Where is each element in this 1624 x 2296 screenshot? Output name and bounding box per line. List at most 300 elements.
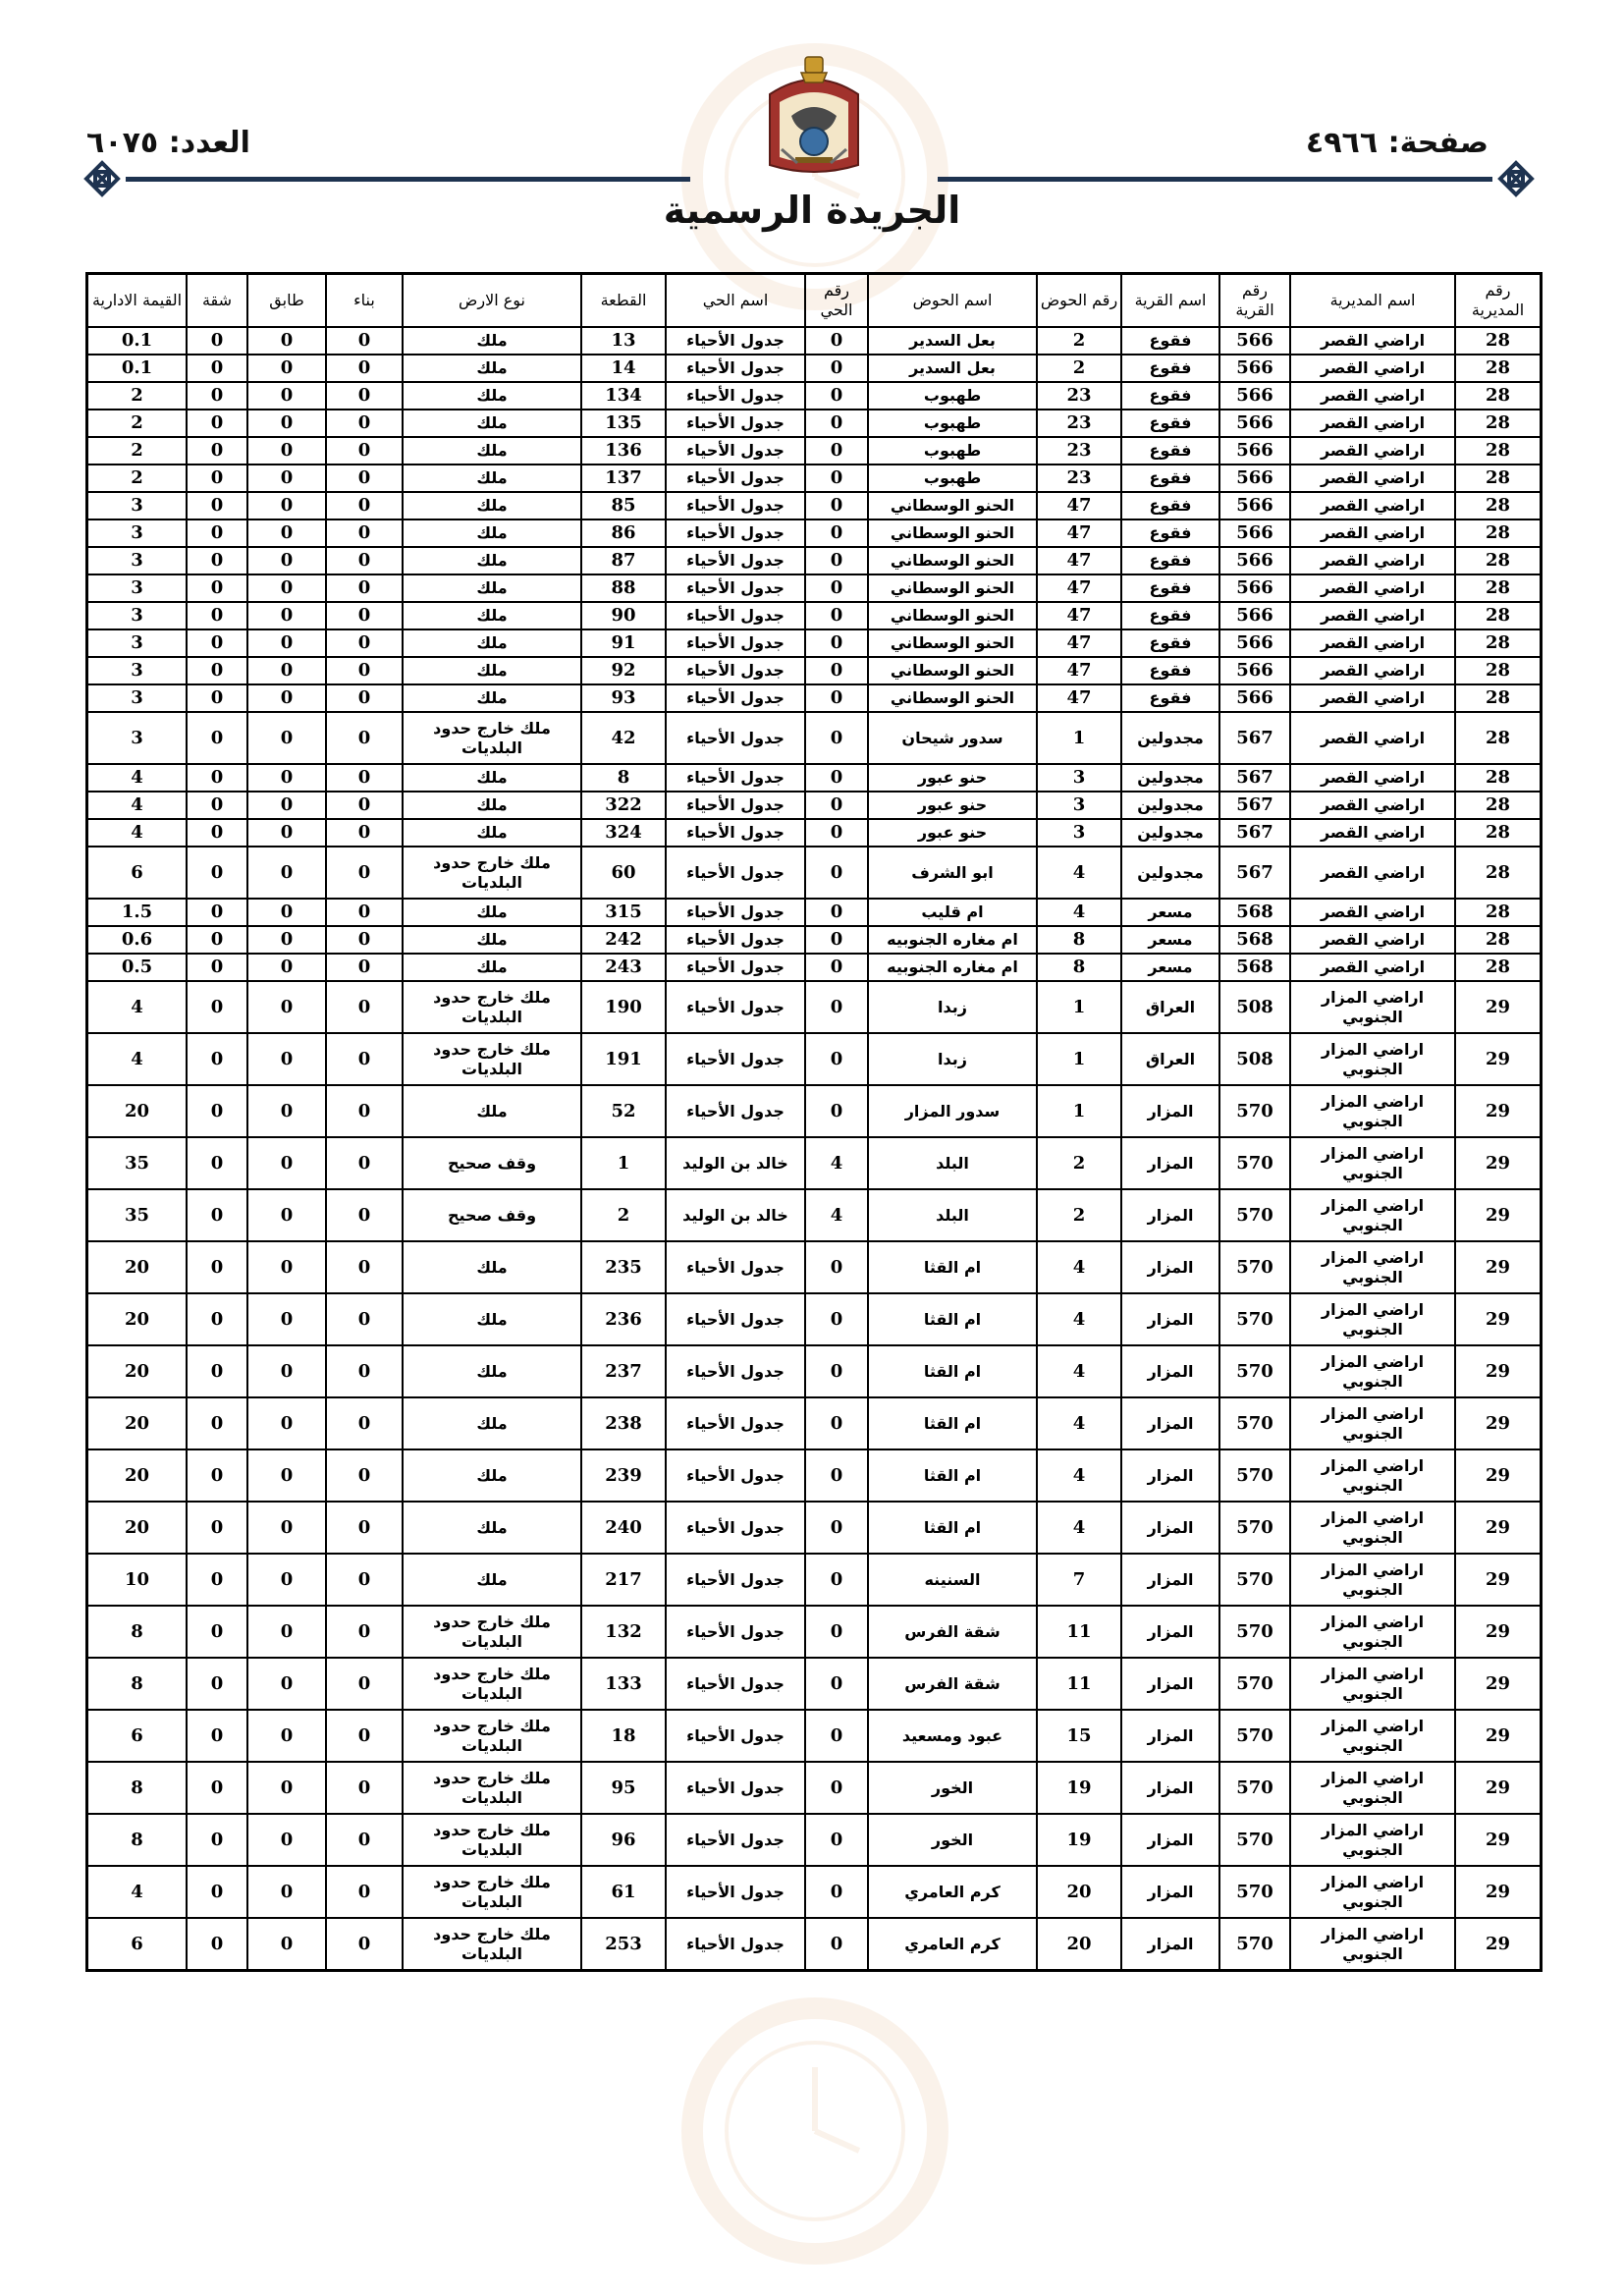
cell-district-name: جدول الأحياء: [666, 1397, 805, 1449]
cell-floor: 0: [247, 327, 326, 355]
cell-plot-number: 135: [581, 410, 666, 437]
cell-apartment: 0: [187, 684, 247, 712]
cell-district-name: جدول الأحياء: [666, 847, 805, 899]
cell-administrative-value: 3: [87, 602, 187, 629]
cell-directorate-number: 28: [1455, 547, 1541, 574]
cell-district-number: 0: [805, 519, 868, 547]
land-values-table: [85, 272, 1543, 1972]
cell-village-number: 567: [1219, 819, 1290, 847]
cell-village-name: المزار: [1121, 1241, 1219, 1293]
table-row: [87, 1085, 1541, 1137]
cell-district-name: جدول الأحياء: [666, 437, 805, 465]
table-row: [87, 684, 1541, 712]
cell-basin-number: 4: [1037, 1241, 1121, 1293]
cell-district-name: جدول الأحياء: [666, 1814, 805, 1866]
cell-district-number: 0: [805, 764, 868, 792]
table-row: [87, 465, 1541, 492]
cell-village-name: المزار: [1121, 1502, 1219, 1554]
cell-floor: 0: [247, 1293, 326, 1345]
cell-administrative-value: 20: [87, 1397, 187, 1449]
cell-apartment: 0: [187, 1085, 247, 1137]
table-row: [87, 954, 1541, 981]
cell-directorate-number: 29: [1455, 1397, 1541, 1449]
cell-administrative-value: 3: [87, 629, 187, 657]
cell-directorate-name: اراضي المزار الجنوبي: [1290, 1033, 1455, 1085]
cell-village-name: المزار: [1121, 1189, 1219, 1241]
cell-district-number: 0: [805, 657, 868, 684]
table-row: [87, 1137, 1541, 1189]
cell-district-number: 0: [805, 1918, 868, 1970]
cell-village-number: 566: [1219, 355, 1290, 382]
cell-basin-number: 20: [1037, 1918, 1121, 1970]
cell-apartment: 0: [187, 1033, 247, 1085]
watermark-clock-logo: [677, 1994, 952, 2269]
cell-directorate-name: اراضي القصر: [1290, 657, 1455, 684]
table-row: [87, 1814, 1541, 1866]
cell-land-type: ملك: [403, 684, 581, 712]
cell-apartment: 0: [187, 519, 247, 547]
cell-basin-number: 1: [1037, 712, 1121, 764]
cell-village-number: 566: [1219, 519, 1290, 547]
cell-village-number: 566: [1219, 437, 1290, 465]
cell-floor: 0: [247, 1033, 326, 1085]
cell-district-name: جدول الأحياء: [666, 519, 805, 547]
header-rule-left: [126, 177, 690, 182]
cell-apartment: 0: [187, 355, 247, 382]
cell-building: 0: [326, 1554, 403, 1606]
cell-building: 0: [326, 574, 403, 602]
cell-basin-number: 4: [1037, 847, 1121, 899]
cell-plot-number: 324: [581, 819, 666, 847]
cell-district-name: جدول الأحياء: [666, 1710, 805, 1762]
cell-basin-number: 47: [1037, 519, 1121, 547]
cell-basin-name: الخور: [868, 1814, 1037, 1866]
cell-basin-name: حنو عبور: [868, 792, 1037, 819]
cell-village-name: فقوع: [1121, 547, 1219, 574]
cell-directorate-number: 28: [1455, 327, 1541, 355]
cell-plot-number: 133: [581, 1658, 666, 1710]
cell-plot-number: 240: [581, 1502, 666, 1554]
cell-land-type: ملك خارج حدود البلديات: [403, 847, 581, 899]
table-row: [87, 492, 1541, 519]
cell-village-number: 566: [1219, 602, 1290, 629]
cell-floor: 0: [247, 981, 326, 1033]
cell-district-name: خالد بن الوليد: [666, 1189, 805, 1241]
cell-district-number: 0: [805, 1397, 868, 1449]
cell-building: 0: [326, 602, 403, 629]
cell-village-name: المزار: [1121, 1918, 1219, 1970]
cell-directorate-name: اراضي المزار الجنوبي: [1290, 1449, 1455, 1502]
table-row: [87, 899, 1541, 926]
cell-district-number: 0: [805, 792, 868, 819]
cell-plot-number: 1: [581, 1137, 666, 1189]
cell-apartment: 0: [187, 1502, 247, 1554]
cell-apartment: 0: [187, 1606, 247, 1658]
cell-administrative-value: 0.1: [87, 327, 187, 355]
table-row: [87, 1762, 1541, 1814]
cell-village-number: 566: [1219, 410, 1290, 437]
cell-basin-name: شقة الفرس: [868, 1658, 1037, 1710]
cell-district-number: 0: [805, 1710, 868, 1762]
table-header-row: [87, 274, 1541, 327]
cell-administrative-value: 4: [87, 819, 187, 847]
cell-basin-name: ام مغاره الجنوبيه: [868, 926, 1037, 954]
header-directorate-number: رقم المديرية: [1455, 274, 1541, 327]
cell-plot-number: 134: [581, 382, 666, 410]
cell-district-number: 0: [805, 1502, 868, 1554]
cell-village-number: 567: [1219, 847, 1290, 899]
cell-plot-number: 52: [581, 1085, 666, 1137]
cell-apartment: 0: [187, 547, 247, 574]
cell-district-name: جدول الأحياء: [666, 684, 805, 712]
cell-land-type: ملك: [403, 819, 581, 847]
cell-administrative-value: 4: [87, 981, 187, 1033]
cell-administrative-value: 8: [87, 1762, 187, 1814]
cell-village-name: المزار: [1121, 1710, 1219, 1762]
cell-village-name: فقوع: [1121, 410, 1219, 437]
cell-building: 0: [326, 1397, 403, 1449]
cell-basin-name: ام مغاره الجنوبيه: [868, 954, 1037, 981]
cell-land-type: ملك: [403, 1293, 581, 1345]
cell-village-number: 570: [1219, 1085, 1290, 1137]
cell-plot-number: 137: [581, 465, 666, 492]
cell-village-name: المزار: [1121, 1345, 1219, 1397]
cell-directorate-number: 29: [1455, 1502, 1541, 1554]
cell-district-name: جدول الأحياء: [666, 657, 805, 684]
cell-directorate-number: 28: [1455, 819, 1541, 847]
cell-basin-number: 2: [1037, 1189, 1121, 1241]
cell-basin-name: ام القثا: [868, 1502, 1037, 1554]
cell-administrative-value: 20: [87, 1502, 187, 1554]
cell-district-number: 0: [805, 1449, 868, 1502]
cell-apartment: 0: [187, 602, 247, 629]
cell-directorate-number: 28: [1455, 792, 1541, 819]
cell-land-type: ملك: [403, 629, 581, 657]
cell-building: 0: [326, 1918, 403, 1970]
cell-village-number: 570: [1219, 1293, 1290, 1345]
table-row: [87, 410, 1541, 437]
cell-village-name: المزار: [1121, 1085, 1219, 1137]
cell-basin-number: 47: [1037, 684, 1121, 712]
cell-village-number: 570: [1219, 1449, 1290, 1502]
cell-district-name: جدول الأحياء: [666, 492, 805, 519]
cell-district-name: جدول الأحياء: [666, 1866, 805, 1918]
cell-floor: 0: [247, 764, 326, 792]
cell-directorate-name: اراضي المزار الجنوبي: [1290, 1397, 1455, 1449]
cell-village-number: 568: [1219, 899, 1290, 926]
cell-district-name: جدول الأحياء: [666, 792, 805, 819]
cell-district-name: جدول الأحياء: [666, 327, 805, 355]
cell-basin-number: 1: [1037, 1085, 1121, 1137]
cell-basin-name: كرم العامري: [868, 1918, 1037, 1970]
cell-administrative-value: 0.6: [87, 926, 187, 954]
cell-apartment: 0: [187, 712, 247, 764]
cell-directorate-name: اراضي المزار الجنوبي: [1290, 1085, 1455, 1137]
cell-land-type: ملك: [403, 492, 581, 519]
header-floor: طابق: [247, 274, 326, 327]
cell-administrative-value: 4: [87, 764, 187, 792]
cell-basin-number: 47: [1037, 602, 1121, 629]
cell-district-number: 0: [805, 981, 868, 1033]
cell-village-name: المزار: [1121, 1449, 1219, 1502]
cell-village-name: فقوع: [1121, 629, 1219, 657]
cell-village-name: فقوع: [1121, 657, 1219, 684]
cell-administrative-value: 2: [87, 410, 187, 437]
cell-village-number: 567: [1219, 764, 1290, 792]
cell-floor: 0: [247, 1189, 326, 1241]
cell-administrative-value: 2: [87, 465, 187, 492]
cell-floor: 0: [247, 1397, 326, 1449]
cell-district-name: جدول الأحياء: [666, 1241, 805, 1293]
cell-basin-name: كرم العامري: [868, 1866, 1037, 1918]
cell-floor: 0: [247, 1241, 326, 1293]
cell-building: 0: [326, 1814, 403, 1866]
cell-land-type: ملك: [403, 1397, 581, 1449]
header-basin-name: اسم الحوض: [868, 274, 1037, 327]
cell-district-number: 4: [805, 1189, 868, 1241]
cell-basin-name: البلد: [868, 1189, 1037, 1241]
cell-land-type: ملك خارج حدود البلديات: [403, 1918, 581, 1970]
cell-plot-number: 235: [581, 1241, 666, 1293]
table-row: [87, 327, 1541, 355]
cell-district-name: جدول الأحياء: [666, 1658, 805, 1710]
cell-apartment: 0: [187, 1293, 247, 1345]
cell-building: 0: [326, 1137, 403, 1189]
cell-basin-name: الحنو الوسطاني: [868, 547, 1037, 574]
cell-directorate-name: اراضي المزار الجنوبي: [1290, 1606, 1455, 1658]
cell-directorate-name: اراضي المزار الجنوبي: [1290, 1710, 1455, 1762]
cell-floor: 0: [247, 1866, 326, 1918]
cell-plot-number: 88: [581, 574, 666, 602]
cell-district-name: جدول الأحياء: [666, 1345, 805, 1397]
cell-land-type: ملك: [403, 954, 581, 981]
cell-basin-number: 47: [1037, 492, 1121, 519]
cell-basin-name: ام القثا: [868, 1241, 1037, 1293]
cell-directorate-number: 28: [1455, 926, 1541, 954]
table-row: [87, 437, 1541, 465]
cell-directorate-name: اراضي القصر: [1290, 519, 1455, 547]
cell-district-number: 0: [805, 410, 868, 437]
cell-district-name: جدول الأحياء: [666, 547, 805, 574]
cell-building: 0: [326, 926, 403, 954]
cell-village-number: 570: [1219, 1554, 1290, 1606]
cell-directorate-number: 28: [1455, 629, 1541, 657]
cell-basin-name: طهبوب: [868, 437, 1037, 465]
cell-directorate-number: 28: [1455, 954, 1541, 981]
cell-district-number: 0: [805, 1606, 868, 1658]
table-row: [87, 1033, 1541, 1085]
cell-administrative-value: 10: [87, 1554, 187, 1606]
cell-land-type: ملك: [403, 410, 581, 437]
table-row: [87, 847, 1541, 899]
cell-apartment: 0: [187, 574, 247, 602]
cell-administrative-value: 6: [87, 1918, 187, 1970]
cell-plot-number: 93: [581, 684, 666, 712]
cell-floor: 0: [247, 574, 326, 602]
cell-floor: 0: [247, 547, 326, 574]
table-row: [87, 1658, 1541, 1710]
cell-building: 0: [326, 410, 403, 437]
cell-basin-number: 47: [1037, 657, 1121, 684]
cell-building: 0: [326, 327, 403, 355]
jordan-coat-of-arms-icon: [762, 55, 866, 181]
cell-building: 0: [326, 1241, 403, 1293]
cell-directorate-number: 28: [1455, 847, 1541, 899]
cell-land-type: ملك: [403, 1502, 581, 1554]
cell-plot-number: 18: [581, 1710, 666, 1762]
cell-plot-number: 14: [581, 355, 666, 382]
table-row: [87, 519, 1541, 547]
cell-directorate-name: اراضي المزار الجنوبي: [1290, 1554, 1455, 1606]
cell-land-type: ملك: [403, 327, 581, 355]
table-row: [87, 629, 1541, 657]
cell-village-name: العراق: [1121, 1033, 1219, 1085]
cell-building: 0: [326, 981, 403, 1033]
cell-floor: 0: [247, 437, 326, 465]
cell-plot-number: 253: [581, 1918, 666, 1970]
cell-land-type: ملك: [403, 1554, 581, 1606]
cell-basin-number: 23: [1037, 410, 1121, 437]
cell-district-number: 0: [805, 1814, 868, 1866]
cell-plot-number: 243: [581, 954, 666, 981]
table-row: [87, 382, 1541, 410]
cell-directorate-name: اراضي القصر: [1290, 574, 1455, 602]
cell-administrative-value: 3: [87, 547, 187, 574]
cell-directorate-number: 28: [1455, 764, 1541, 792]
cell-district-number: 0: [805, 847, 868, 899]
cell-administrative-value: 20: [87, 1345, 187, 1397]
cell-floor: 0: [247, 684, 326, 712]
cell-land-type: ملك: [403, 764, 581, 792]
cell-district-number: 0: [805, 355, 868, 382]
cell-apartment: 0: [187, 1137, 247, 1189]
cell-apartment: 0: [187, 1658, 247, 1710]
cell-land-type: ملك: [403, 547, 581, 574]
cell-directorate-name: اراضي القصر: [1290, 410, 1455, 437]
cell-directorate-number: 29: [1455, 1918, 1541, 1970]
cell-village-number: 568: [1219, 926, 1290, 954]
cell-land-type: ملك: [403, 1085, 581, 1137]
cell-floor: 0: [247, 382, 326, 410]
cell-basin-number: 2: [1037, 327, 1121, 355]
cell-land-type: ملك: [403, 602, 581, 629]
cell-village-number: 508: [1219, 1033, 1290, 1085]
cell-directorate-name: اراضي القصر: [1290, 712, 1455, 764]
cell-village-number: 566: [1219, 684, 1290, 712]
cell-basin-number: 3: [1037, 819, 1121, 847]
cell-district-number: 0: [805, 547, 868, 574]
cell-district-name: جدول الأحياء: [666, 602, 805, 629]
cell-land-type: ملك: [403, 465, 581, 492]
cell-plot-number: 217: [581, 1554, 666, 1606]
cell-basin-number: 4: [1037, 1293, 1121, 1345]
cell-basin-number: 3: [1037, 792, 1121, 819]
cell-directorate-name: اراضي المزار الجنوبي: [1290, 981, 1455, 1033]
header-directorate-name: اسم المديرية: [1290, 274, 1455, 327]
cell-village-number: 570: [1219, 1397, 1290, 1449]
cell-district-number: 0: [805, 629, 868, 657]
cell-plot-number: 239: [581, 1449, 666, 1502]
cell-building: 0: [326, 899, 403, 926]
cell-land-type: ملك: [403, 355, 581, 382]
cell-building: 0: [326, 1606, 403, 1658]
cell-basin-number: 47: [1037, 629, 1121, 657]
cell-village-name: مجدولين: [1121, 712, 1219, 764]
cell-building: 0: [326, 465, 403, 492]
cell-land-type: ملك خارج حدود البلديات: [403, 1814, 581, 1866]
cell-apartment: 0: [187, 1554, 247, 1606]
table-body: [87, 327, 1541, 1970]
cell-directorate-number: 29: [1455, 1658, 1541, 1710]
cell-administrative-value: 4: [87, 1033, 187, 1085]
cell-directorate-number: 29: [1455, 1449, 1541, 1502]
cell-basin-name: الحنو الوسطاني: [868, 629, 1037, 657]
cell-plot-number: 61: [581, 1866, 666, 1918]
cell-building: 0: [326, 1502, 403, 1554]
cell-village-number: 570: [1219, 1502, 1290, 1554]
cell-village-name: العراق: [1121, 981, 1219, 1033]
cell-basin-name: ام القثا: [868, 1345, 1037, 1397]
cell-basin-name: عبود ومسعيد: [868, 1710, 1037, 1762]
cell-district-number: 0: [805, 327, 868, 355]
cell-basin-name: بعل السدير: [868, 355, 1037, 382]
cell-building: 0: [326, 1866, 403, 1918]
cell-district-number: 0: [805, 712, 868, 764]
cell-plot-number: 237: [581, 1345, 666, 1397]
cell-directorate-name: اراضي المزار الجنوبي: [1290, 1866, 1455, 1918]
cell-directorate-number: 28: [1455, 602, 1541, 629]
cell-district-number: 0: [805, 574, 868, 602]
cell-basin-name: ام قليب: [868, 899, 1037, 926]
cell-apartment: 0: [187, 629, 247, 657]
cell-district-name: جدول الأحياء: [666, 899, 805, 926]
cell-land-type: ملك خارج حدود البلديات: [403, 981, 581, 1033]
cell-village-number: 570: [1219, 1137, 1290, 1189]
cell-basin-name: الحنو الوسطاني: [868, 492, 1037, 519]
cell-directorate-name: اراضي المزار الجنوبي: [1290, 1293, 1455, 1345]
cell-administrative-value: 8: [87, 1814, 187, 1866]
cell-plot-number: 236: [581, 1293, 666, 1345]
cell-district-name: جدول الأحياء: [666, 1554, 805, 1606]
cell-village-name: المزار: [1121, 1814, 1219, 1866]
cell-village-number: 566: [1219, 547, 1290, 574]
cell-village-number: 570: [1219, 1762, 1290, 1814]
cell-plot-number: 96: [581, 1814, 666, 1866]
table-row: [87, 712, 1541, 764]
cell-administrative-value: 8: [87, 1658, 187, 1710]
cell-floor: 0: [247, 519, 326, 547]
table-row: [87, 1241, 1541, 1293]
cell-apartment: 0: [187, 437, 247, 465]
cell-floor: 0: [247, 954, 326, 981]
cell-basin-name: حنو عبور: [868, 764, 1037, 792]
cell-village-number: 570: [1219, 1606, 1290, 1658]
cell-village-name: المزار: [1121, 1658, 1219, 1710]
cell-building: 0: [326, 1085, 403, 1137]
cell-apartment: 0: [187, 1866, 247, 1918]
cell-plot-number: 95: [581, 1762, 666, 1814]
header-village-name: اسم القرية: [1121, 274, 1219, 327]
cell-directorate-name: اراضي المزار الجنوبي: [1290, 1502, 1455, 1554]
cell-administrative-value: 20: [87, 1085, 187, 1137]
cell-land-type: ملك: [403, 1449, 581, 1502]
cell-village-number: 570: [1219, 1345, 1290, 1397]
cell-land-type: ملك: [403, 792, 581, 819]
cell-administrative-value: 35: [87, 1137, 187, 1189]
cell-basin-number: 4: [1037, 1449, 1121, 1502]
header-administrative-value: القيمة الادارية: [87, 274, 187, 327]
cell-building: 0: [326, 712, 403, 764]
